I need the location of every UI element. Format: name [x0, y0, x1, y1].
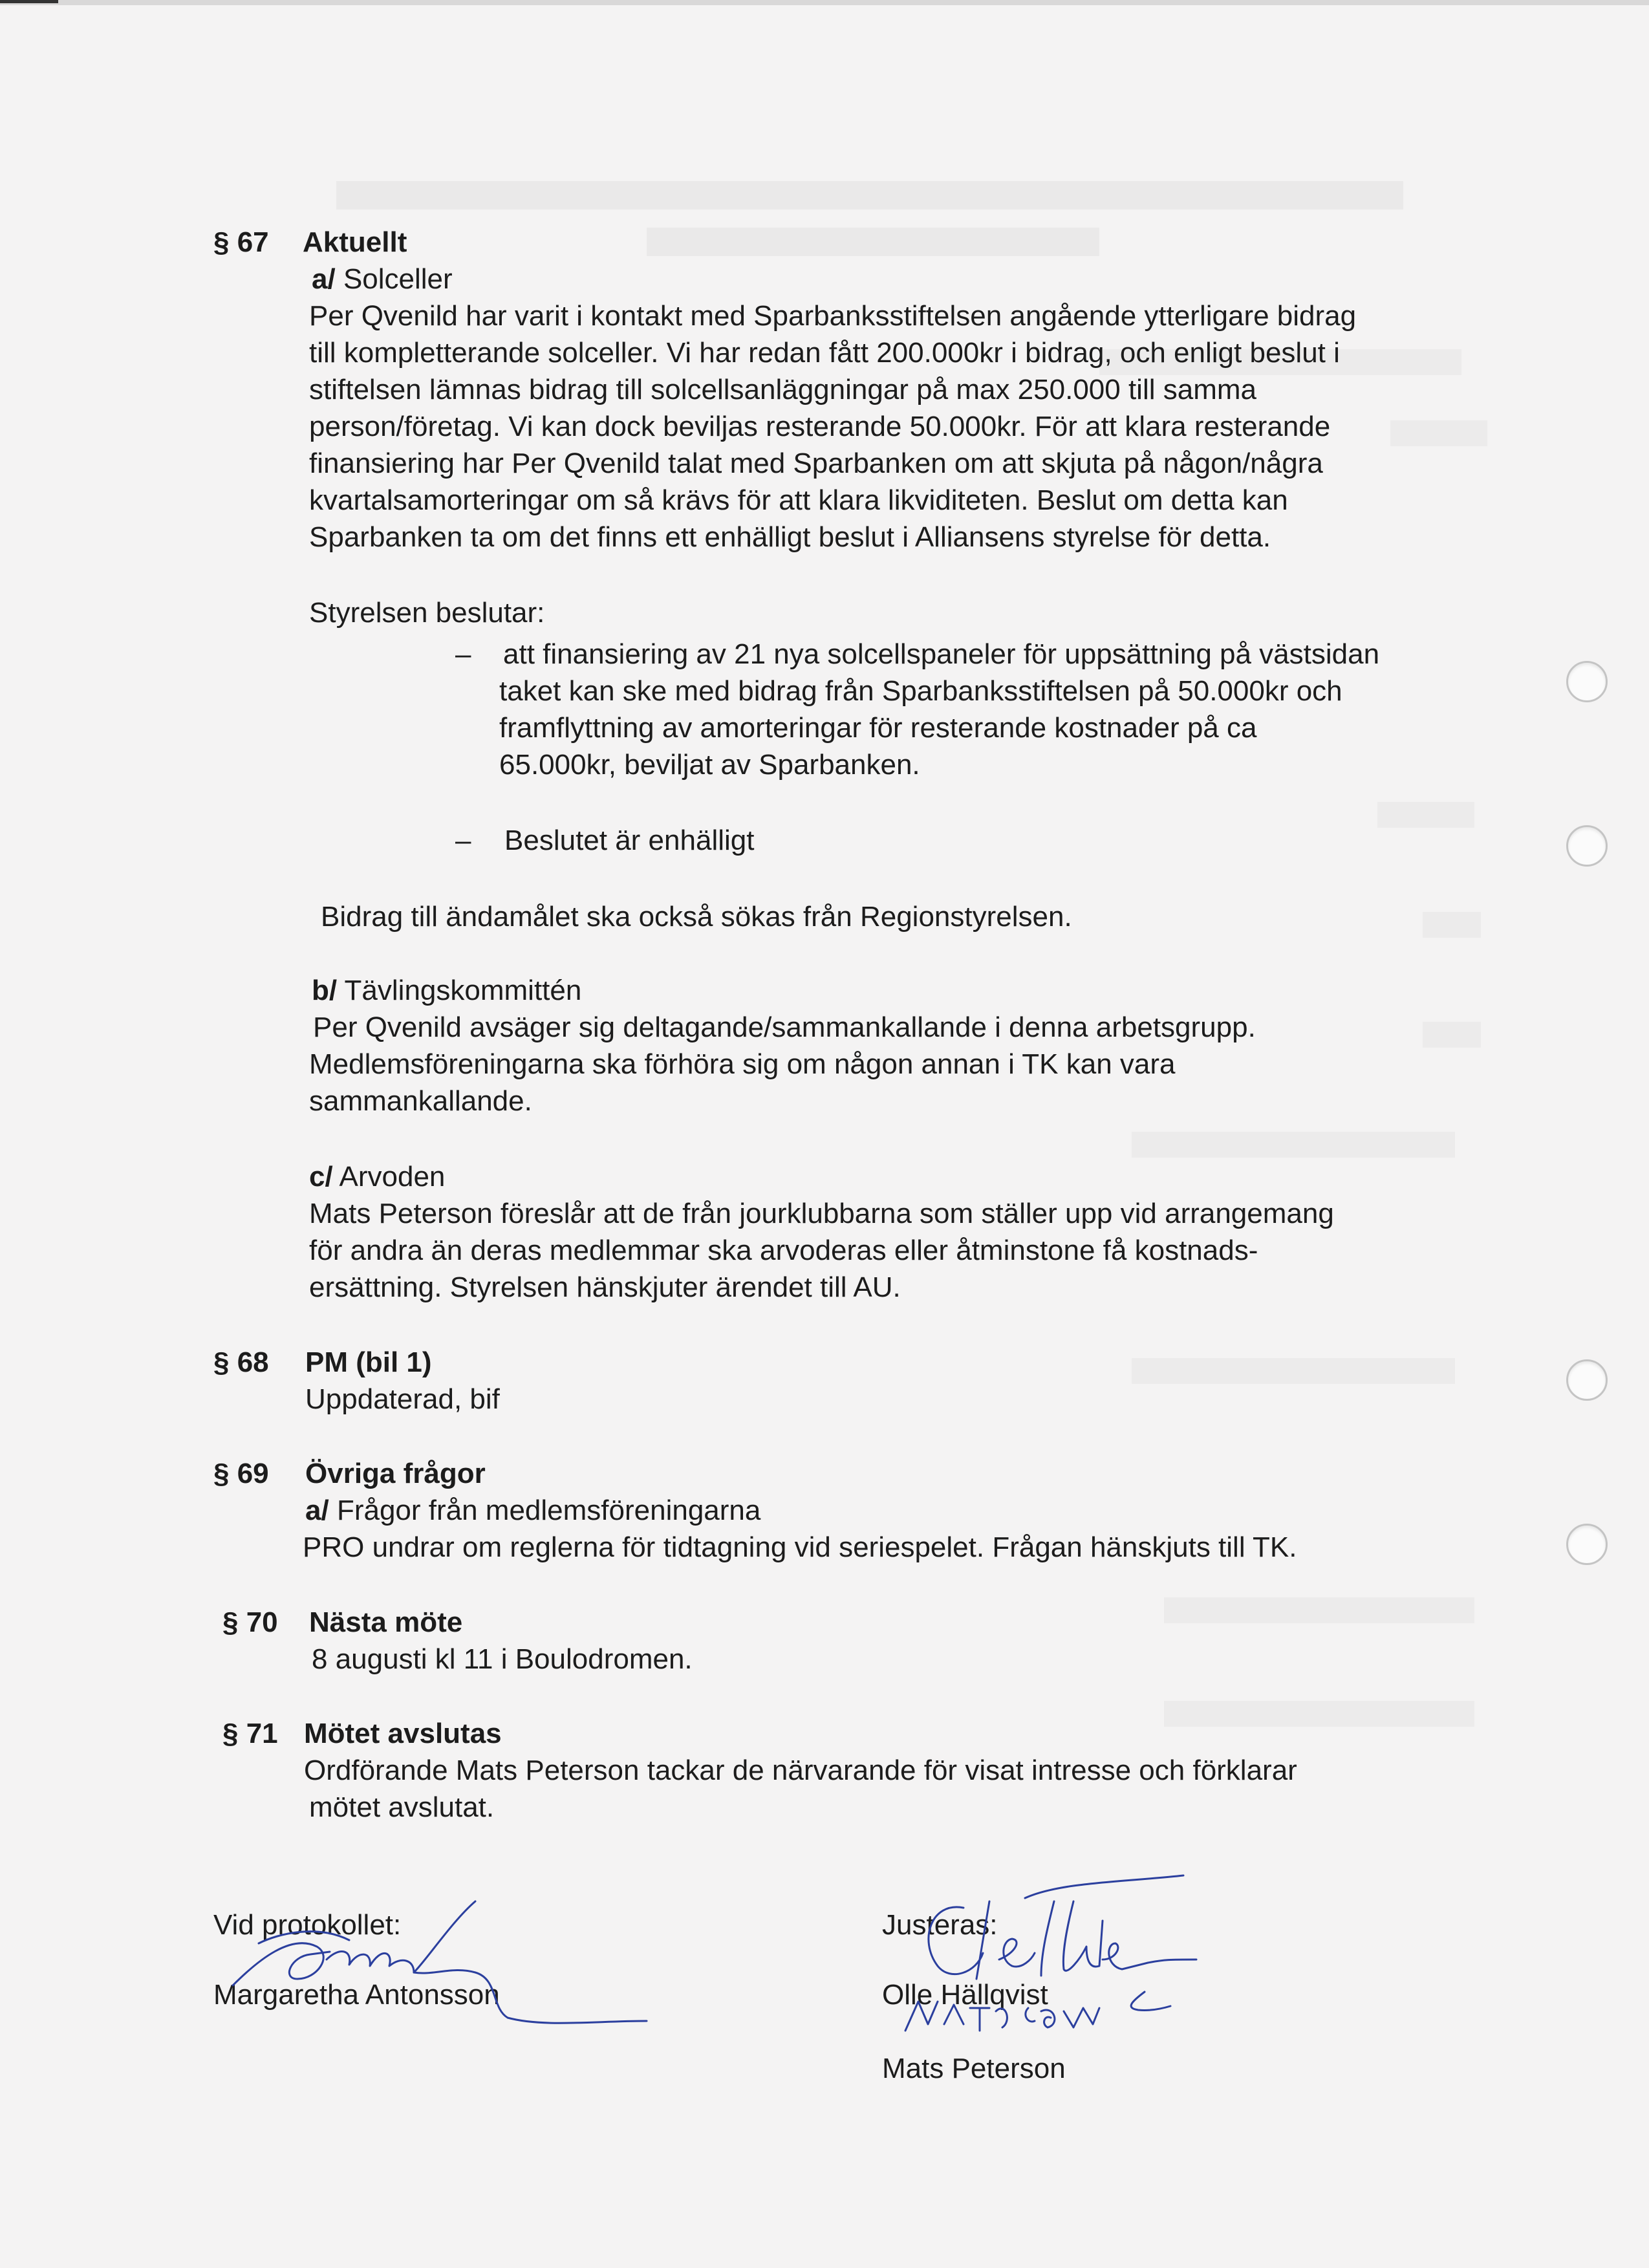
- paragraph-line: Mats Peterson föreslår att de från jourklubbarna som ställer upp vid arrangemang: [309, 1198, 1334, 1229]
- paragraph-line: Medlemsföreningarna ska förhöra sig om någon annan i TK kan vara: [309, 1048, 1176, 1080]
- bullet-line: framflyttning av amorteringar för resterande kostnader på ca: [499, 712, 1257, 744]
- subsection-a-title: [312, 261, 453, 297]
- signatory-name-left: Margaretha Antonsson: [213, 1979, 500, 2011]
- subsection-title: Solceller: [343, 263, 453, 295]
- paragraph-line: Uppdaterad, bif: [305, 1383, 500, 1415]
- signatory-name-right-2: Mats Peterson: [882, 2053, 1066, 2084]
- paragraph-line: för andra än deras medlemmar ska arvoderas eller åtminstone få kostnads-: [309, 1235, 1258, 1266]
- paragraph-line: stiftelsen lämnas bidrag till solcellsanläggningar på max 250.000 till samma: [309, 374, 1256, 405]
- subsection-a-title: [305, 1492, 760, 1529]
- section-heading: PM (bil 1): [305, 1346, 432, 1378]
- paragraph-line: kvartalsamorteringar om så krävs för att klara likviditeten. Beslut om detta kan: [309, 484, 1288, 516]
- subsection-title: Frågor från medlemsföreningarna: [336, 1495, 761, 1526]
- bullet-marker: –: [455, 638, 471, 670]
- decision-intro: Styrelsen beslutar:: [309, 597, 545, 629]
- signatory-name-right-1: Olle Hällqvist: [882, 1979, 1048, 2011]
- subsection-b-title: [312, 972, 581, 1009]
- paragraph-line: person/företag. Vi kan dock beviljas resterande 50.000kr. För att klara resterande: [309, 411, 1331, 442]
- signature-label-right: Justeras:: [882, 1909, 998, 1941]
- section-number: § 70: [222, 1606, 278, 1638]
- section-heading: Övriga frågor: [305, 1458, 486, 1489]
- subsection-label: a/: [312, 263, 336, 295]
- signature-label-left: Vid protokollet:: [213, 1909, 402, 1941]
- bullet-line: taket kan ske med bidrag från Sparbanksstiftelsen på 50.000kr och: [499, 675, 1342, 707]
- bullet-line: 65.000kr, beviljat av Sparbanken.: [499, 749, 920, 781]
- paragraph-line: ersättning. Styrelsen hänskjuter ärendet till AU.: [309, 1271, 901, 1303]
- paragraph-line: 8 augusti kl 11 i Boulodromen.: [312, 1643, 693, 1675]
- section-number: § 68: [213, 1346, 269, 1378]
- paragraph-line: Per Qvenild avsäger sig deltagande/sammankallande i denna arbetsgrupp.: [313, 1011, 1256, 1043]
- paragraph-line: Per Qvenild har varit i kontakt med Sparbanksstiftelsen angående ytterligare bidrag: [309, 300, 1357, 332]
- section-number: § 69: [213, 1458, 269, 1489]
- handwritten-signature-right: [892, 1863, 1293, 2057]
- page-top-edge: [0, 0, 1649, 5]
- paragraph-line: mötet avslutat.: [309, 1791, 495, 1823]
- subsection-label: a/: [305, 1495, 329, 1526]
- subsection-title: Tävlingskommittén: [344, 975, 582, 1006]
- section-number: § 67: [213, 226, 269, 258]
- page-top-mark: [0, 0, 58, 3]
- paragraph-line: finansiering har Per Qvenild talat med Sparbanken om att skjuta på någon/några: [309, 448, 1323, 479]
- section-heading: Nästa möte: [309, 1606, 463, 1638]
- section-heading: Mötet avslutas: [304, 1718, 502, 1749]
- handwritten-signature-left: [220, 1895, 673, 2037]
- paragraph-line: sammankallande.: [309, 1085, 532, 1117]
- bullet-marker: –: [455, 825, 471, 856]
- subsection-title: Arvoden: [339, 1161, 446, 1193]
- binder-hole: [1566, 825, 1608, 867]
- bullet-line: att finansiering av 21 nya solcellspaneler för uppsättning på västsidan: [503, 638, 1380, 670]
- bullet-line: Beslutet är enhälligt: [504, 825, 755, 856]
- section-heading: Aktuellt: [303, 226, 407, 258]
- binder-hole: [1566, 1359, 1608, 1401]
- binder-hole: [1566, 1524, 1608, 1565]
- paragraph-line: till kompletterande solceller. Vi har redan fått 200.000kr i bidrag, och enligt beslut i: [309, 337, 1340, 369]
- subsection-c-title: [309, 1158, 445, 1195]
- subsection-label: c/: [309, 1161, 333, 1193]
- binder-hole: [1566, 661, 1608, 702]
- paragraph-line: Ordförande Mats Peterson tackar de närvarande för visat intresse och förklarar: [304, 1755, 1297, 1786]
- paragraph-line: Sparbanken ta om det finns ett enhälligt beslut i Alliansens styrelse för detta.: [309, 521, 1271, 553]
- paragraph-line: PRO undrar om reglerna för tidtagning vid seriespelet. Frågan hänskjuts till TK.: [303, 1531, 1297, 1563]
- section-number: § 71: [222, 1718, 278, 1749]
- note-line: Bidrag till ändamålet ska också sökas från Regionstyrelsen.: [321, 901, 1072, 933]
- subsection-label: b/: [312, 975, 338, 1006]
